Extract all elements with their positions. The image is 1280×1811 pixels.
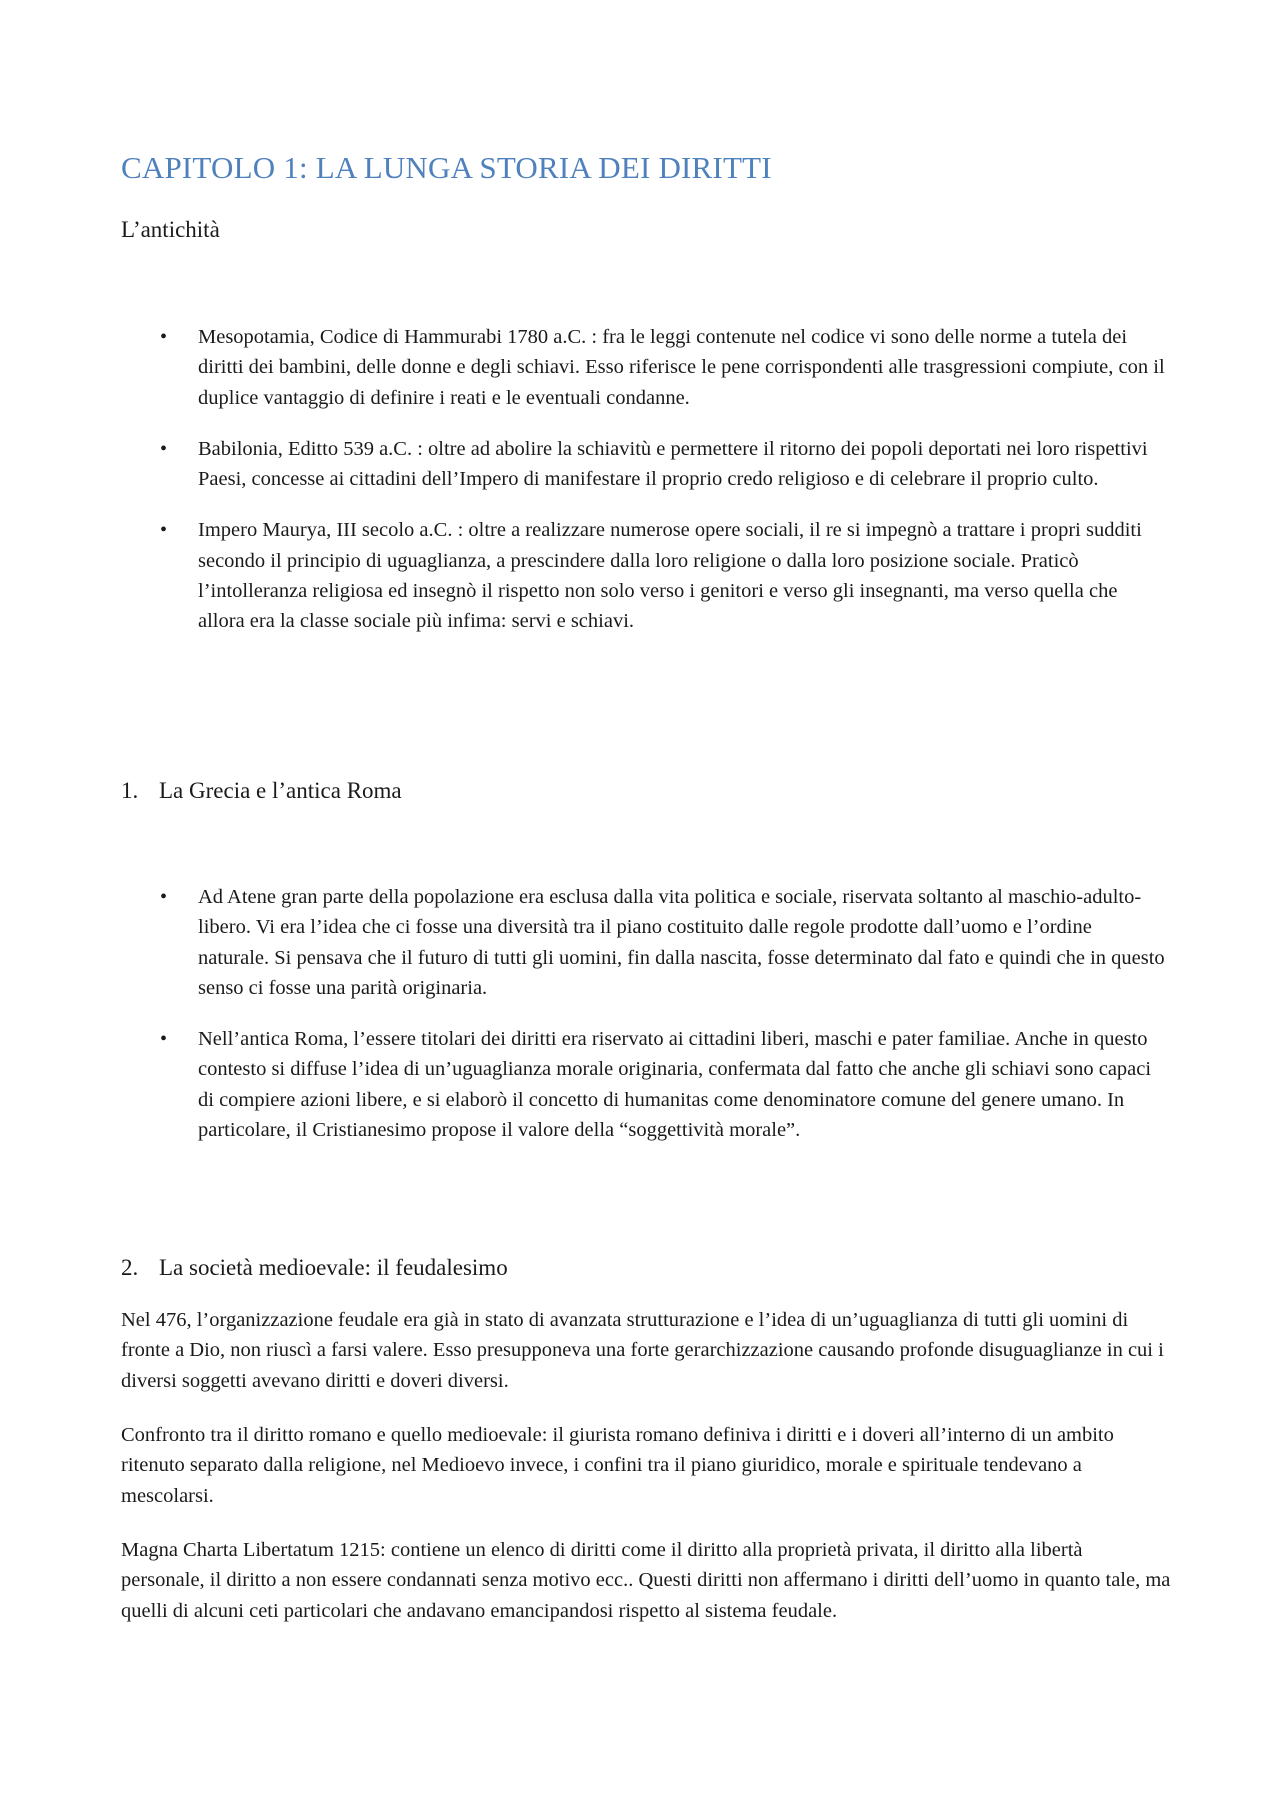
bullet-symbol: • — [160, 1028, 168, 1051]
bullet-text: Impero Maurya, III secolo a.C. : oltre a realizzare numerose opere sociali, il re si impegnò a trattare i propri sudditi secondo il principio di uguaglianza, a prescindere dalla loro religione o dalla loro posizione sociale. Praticò l’intolleranza religiosa ed insegnò il rispetto non solo verso i genitori e verso gli insegnanti, ma verso quella che allora era la classe sociale più infima: servi e schiavi. — [198, 519, 1142, 633]
section-heading-greece-rome — [121, 778, 402, 804]
section-title-antiquity: L’antichità — [121, 217, 220, 242]
list-item — [0, 322, 1280, 413]
bullet-symbol: • — [160, 519, 168, 542]
bullet-text: Babilonia, Editto 539 a.C. : oltre ad abolire la schiavitù e permettere il ritorno dei popoli deportati nei loro rispettivi Paesi, concesse ai cittadini dell’Impero di manifestare il proprio credo religioso e di celebrare il proprio culto. — [198, 437, 1148, 491]
bullet-text: Ad Atene gran parte della popolazione era esclusa dalla vita politica e sociale, riservata soltanto al maschio-adulto-libero. Vi era l’idea che ci fosse una diversità tra il piano costituito dalle regole prodotte dall’uomo e l’ordine naturale. Si pensava che il futuro di tutti gli uomini, fin dalla nascita, fosse determinato dal fato e quindi che in questo senso ci fosse una parità originaria. — [198, 886, 1165, 999]
section-number: 2. — [121, 1255, 139, 1280]
bullet-symbol: • — [160, 886, 168, 908]
list-item — [0, 434, 1280, 495]
chapter-title: CAPITOLO 1: LA LUNGA STORIA DEI DIRITTI — [121, 150, 772, 185]
bullet-text: Mesopotamia, Codice di Hammurabi 1780 a.C. : fra le leggi contenute nel codice vi sono delle norme a tutela dei diritti dei bambini, delle donne e degli schiavi. Esso riferisce le pene corrispondenti alle trasgressioni compiute, con il duplice vantaggio di definire i reati e le eventuali condanne. — [198, 326, 1165, 409]
bullet-text: Nell’antica Roma, l’essere titolari dei diritti era riservato ai cittadini liberi, maschi e pater familiae. Anche in questo contesto si diffuse l’idea di un’uguaglianza morale originaria, confermata dal fatto che anche gli schiavi sono capaci di compiere azioni libere, e si elaborò il concetto di humanitas come denominatore comune del genere umano. In particolare, il Cristianesimo propose il valore della “soggettività morale”. — [198, 1028, 1152, 1142]
bullet-symbol: • — [160, 326, 168, 348]
antiquity-bullet-list — [0, 322, 1280, 658]
section-number: 1. — [121, 778, 139, 803]
bullet-symbol: • — [160, 437, 168, 460]
list-item — [0, 882, 1280, 1003]
list-item — [0, 1024, 1280, 1145]
section-heading-text: La Grecia e l’antica Roma — [159, 778, 402, 803]
greece-rome-bullet-list — [0, 882, 1280, 1166]
paragraph-magna-charta: Magna Charta Libertatum 1215: contiene un elenco di diritti come il diritto alla proprietà privata, il diritto alla libertà personale, il diritto a non essere condannati senza motivo ecc.. Questi diritti non affermano i diritti dell’uomo in quanto tale, ma quelli di alcuni ceti particolari che andavano emancipandosi rispetto al sistema feudale. — [121, 1539, 1171, 1622]
section-heading-medieval — [121, 1255, 508, 1281]
paragraph-feudal-organization: Nel 476, l’organizzazione feudale era già in stato di avanzata strutturazione e l’idea di un’uguaglianza di tutti gli uomini di fronte a Dio, non riuscì a farsi valere. Esso presupponeva una forte gerarchizzazione causando profonde disuguaglianze in cui i diversi soggetti avevano diritti e doveri diversi. — [121, 1309, 1164, 1392]
section-heading-text: La società medioevale: il feudalesimo — [159, 1255, 508, 1280]
paragraph-roman-vs-medieval: Confronto tra il diritto romano e quello medioevale: il giurista romano definiva i diritti e i doveri all’interno di un ambito ritenuto separato dalla religione, nel Medioevo invece, i confini tra il piano giuridico, morale e spirituale tendevano a mescolarsi. — [121, 1424, 1114, 1507]
list-item — [0, 515, 1280, 636]
